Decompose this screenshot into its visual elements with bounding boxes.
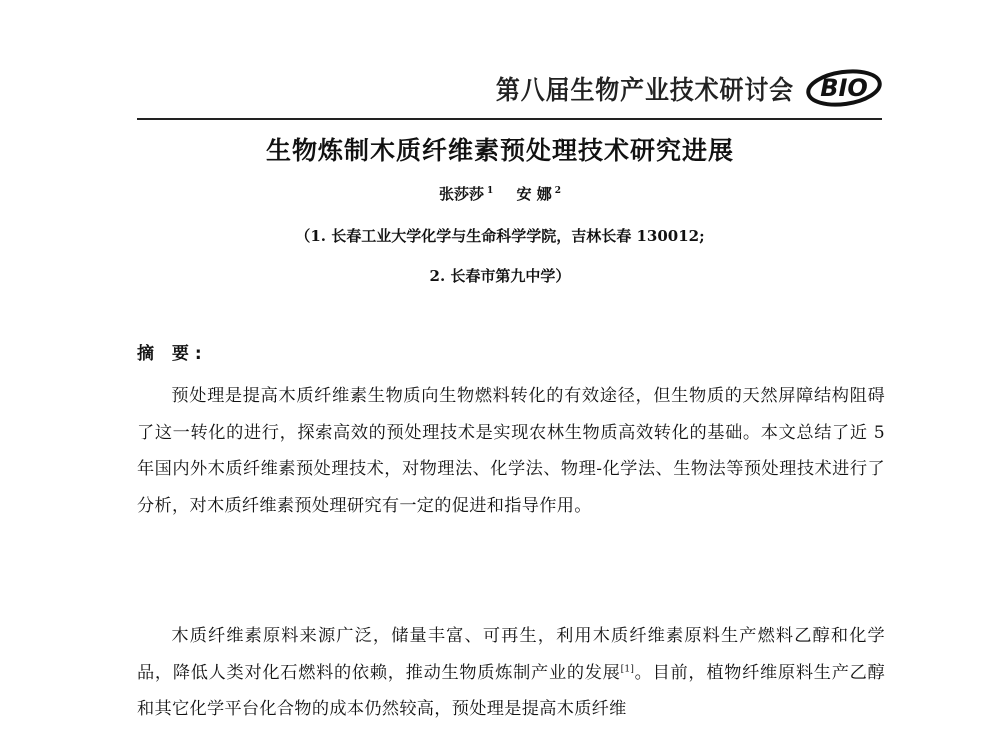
author-list bbox=[0, 183, 1000, 204]
author-name: 张莎莎 bbox=[438, 185, 484, 203]
abstract-heading: 摘 要: bbox=[137, 344, 208, 364]
paper-title: 生物炼制木质纤维素预处理技术研究进展 bbox=[265, 136, 734, 165]
intro-text-after-citation: 。目前，植物纤维原料生产乙醇和其它化学平台化合物的成本仍然较高，预处理是提高木质纤维 bbox=[137, 662, 885, 719]
bio-logo-icon bbox=[804, 68, 882, 108]
intro-text-before-citation: 木质纤维素原料来源广泛，储量丰富、可再生，利用木质纤维素原料生产燃料乙醇和化学品，降低人类对化石燃料的依赖，推动生物质炼制产业的发展 bbox=[137, 626, 885, 683]
author bbox=[517, 183, 562, 204]
abstract-body: 预处理是提高木质纤维素生物质向生物燃料转化的有效途径，但生物质的天然屏障结构阻碍了这一转化的进行，探索高效的预处理技术是实现农林生物质高效转化的基础。本文总结了近 5 年国内外木质纤维素预处理技术，对物理法、化学法、物理-化学法、生物法等预处理技术进行了分析，对木质纤维素预处理研究有一定的促进和指导作用。 bbox=[137, 386, 885, 516]
intro-paragraph bbox=[137, 618, 885, 728]
running-header bbox=[470, 68, 882, 108]
author-name: 安 娜 bbox=[516, 185, 552, 203]
citation-mark: [1] bbox=[620, 663, 635, 674]
affiliation-mark: 2 bbox=[554, 186, 561, 196]
conference-title: 第八届生物产业技术研讨会 bbox=[495, 75, 794, 106]
author bbox=[439, 183, 493, 204]
affiliation-2: 2. 长春市第九中学） bbox=[429, 267, 571, 285]
affiliation-1: （1. 长春工业大学化学与生命科学学院，吉林长春 130012; bbox=[295, 227, 705, 245]
affiliation-mark: 1 bbox=[487, 186, 494, 196]
header-rule bbox=[137, 118, 882, 120]
logo-text: BIO bbox=[820, 74, 868, 102]
